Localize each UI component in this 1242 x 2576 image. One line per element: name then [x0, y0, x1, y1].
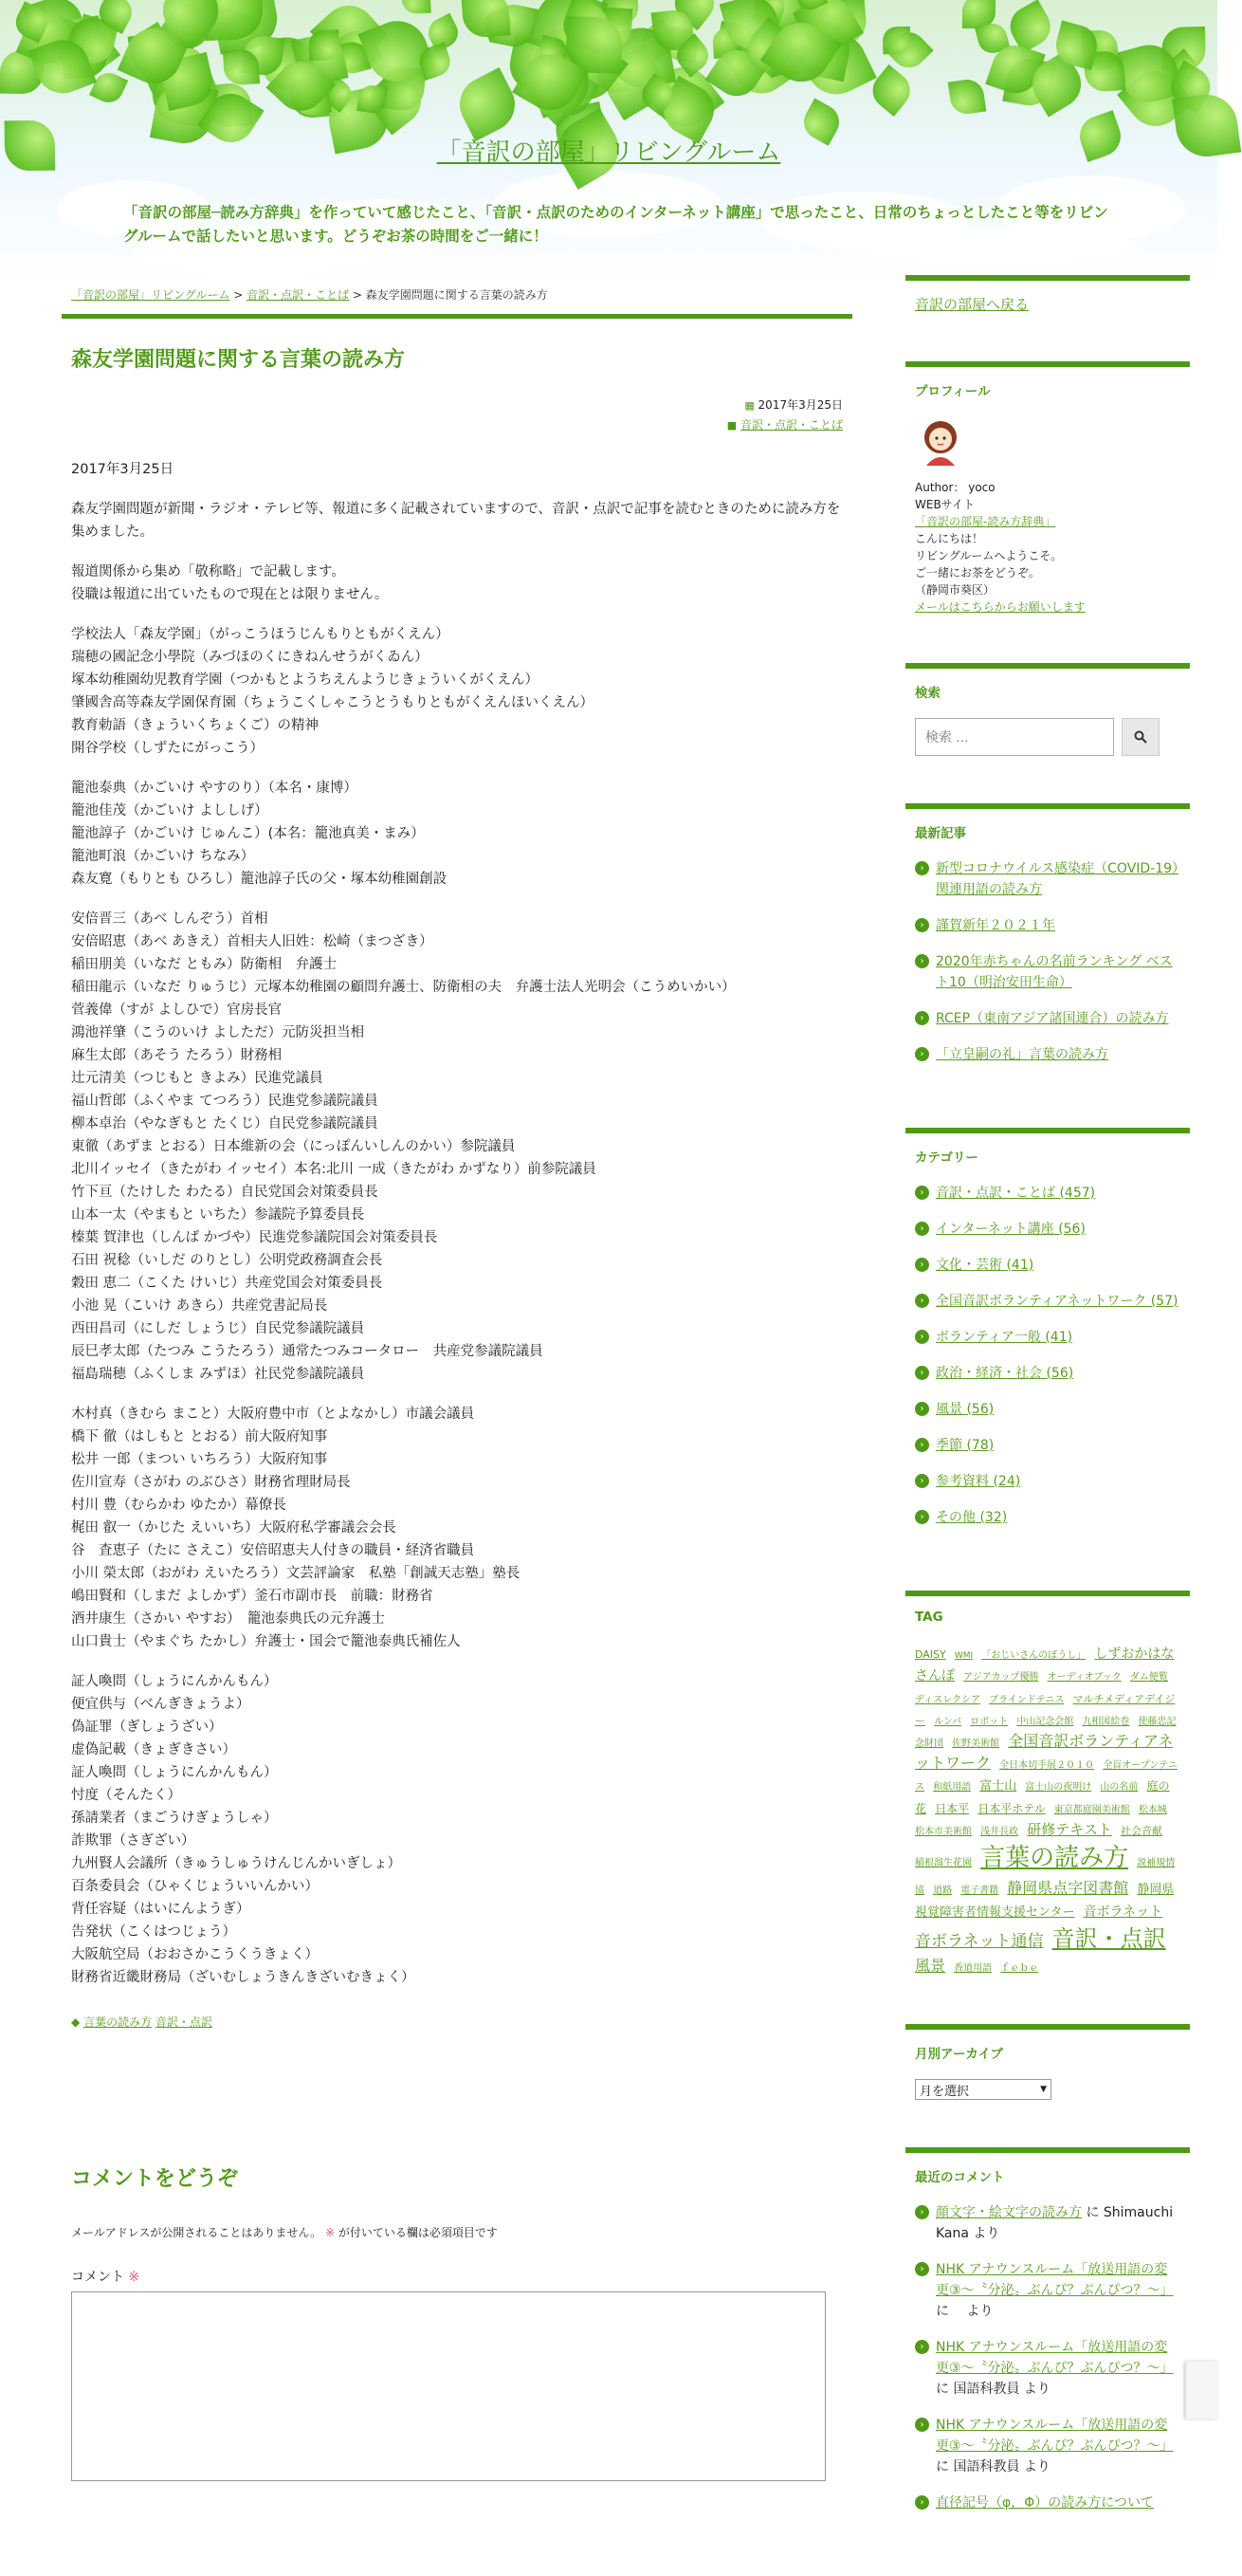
search-widget	[905, 663, 1190, 779]
post-paragraph	[71, 623, 843, 760]
profile-line: ご一緒にお茶をどうぞ。	[915, 566, 1040, 580]
post-line: 福山哲郎（ふくやま てつろう）民進党参議院議員	[71, 1094, 378, 1109]
search-input[interactable]	[915, 718, 1114, 756]
chevron-right-icon: ›	[915, 1330, 929, 1344]
tag-link[interactable]: 東京都庭園美術館	[1053, 1805, 1130, 1816]
widget-title: 最近のコメント	[915, 2170, 1005, 2186]
recent-comment-item	[915, 2415, 1180, 2477]
category-item-link[interactable]: 季節 (78)	[936, 1438, 995, 1453]
tag-link[interactable]: 日本平ホテル	[977, 1802, 1046, 1816]
leaf-shape	[947, 78, 986, 117]
post-paragraph	[71, 1403, 843, 1653]
recent-posts-widget	[905, 803, 1190, 1103]
post-line: 開谷学校（しずたにがっこう）	[71, 741, 264, 756]
post-line: 嶋田賢和（しまだ よしかず）釜石市副市長 前職：財務省	[71, 1589, 433, 1604]
profile-mail-link[interactable]: メールはこちらからお願いします	[915, 600, 1086, 614]
chevron-right-icon: ›	[915, 1258, 929, 1272]
post-line: 北川イッセイ（きたがわ イッセイ）本名:北川 一成（きたがわ かずなり）前参院議員	[71, 1162, 596, 1177]
post-line: 安倍昭恵（あべ あきえ）首相夫人旧姓：松崎（まつざき）	[71, 934, 433, 949]
profile-line: （静岡市葵区）	[915, 583, 995, 597]
category-item-link[interactable]: 文化・芸術 (41)	[936, 1258, 1034, 1273]
recent-post-item-link[interactable]: RCEP（東南アジア諸国連合）の読み方	[936, 1011, 1169, 1026]
post-line: 百条委員会（ひゃくじょういいんかい）	[71, 1879, 319, 1894]
tag-link[interactable]: 説補規情協	[915, 1858, 1176, 1896]
tag-link[interactable]: ブラインドテニス	[989, 1694, 1065, 1705]
post-line: 橋下 徹（はしもと とおる）前大阪府知事	[71, 1429, 328, 1444]
post-line: 籠池諄子（かごいけ じゅんこ）(本名：籠池真美・まみ）	[71, 826, 425, 841]
recent-comment-text: に 国語科教員 より	[936, 2459, 1050, 2475]
comment-label-text: コメント	[71, 2270, 124, 2285]
post-line: 孫請業者（まごうけぎょうしゃ）	[71, 1811, 278, 1826]
post-paragraph	[71, 1670, 843, 1989]
category-item-link[interactable]: 参考資料 (24)	[936, 1474, 1021, 1489]
categories-widget	[905, 1128, 1190, 1566]
post-line: 西田昌司（にしだ しょうじ）自民党参議院議員	[71, 1321, 365, 1336]
tag-link[interactable]: DAISY	[915, 1648, 946, 1661]
recent-comments-widget	[905, 2147, 1190, 2551]
comment-textarea[interactable]	[71, 2291, 826, 2481]
post-line: 酒井康生（さかい やすお） 籠池泰典氏の元弁護士	[71, 1611, 385, 1627]
search-icon	[1134, 730, 1147, 744]
chevron-right-icon: ›	[915, 1366, 929, 1380]
post-line: 証人喚問（しょうにんかんもん）	[71, 1765, 278, 1780]
post-body	[71, 458, 843, 1989]
tag-link[interactable]: 香道用語	[954, 1963, 993, 1975]
recent-post-item	[915, 915, 1180, 936]
chevron-right-icon: ›	[915, 1402, 929, 1416]
leaf-shape	[882, 27, 910, 55]
site-header	[0, 0, 1217, 285]
recent-post-item-link[interactable]: 謹賀新年２０２１年	[936, 918, 1055, 933]
post-line: 福島瑞穂（ふくしま みずほ）社民党参議院議員	[71, 1367, 365, 1382]
recent-comment-item-link[interactable]: NHK アナウンスルーム「放送用語の変更③～〝分泌〟ぶんぴ？ぶんぴつ？～」	[936, 2262, 1174, 2299]
tag-link[interactable]: 富士山の夜明け	[1025, 1782, 1092, 1794]
post-line: 便宜供与（べんぎきょうよ）	[71, 1697, 250, 1712]
tag-link[interactable]: WMI	[954, 1651, 974, 1661]
tag-link[interactable]: 佐野美術館	[952, 1738, 1000, 1749]
chevron-right-icon: ›	[915, 1186, 929, 1200]
comment-note	[71, 2224, 843, 2240]
tag-link[interactable]: 全日本切手展２０１０	[999, 1760, 1095, 1772]
post-line: 虚偽記載（きょぎきさい）	[71, 1742, 236, 1757]
tag-link[interactable]: 使藤忠記念財団	[915, 1716, 1177, 1749]
archive-widget	[905, 2024, 1190, 2123]
profile-author: Author： yoco	[915, 481, 995, 494]
tag-link[interactable]: 中山記念会館	[1016, 1716, 1074, 1727]
category-item	[915, 1219, 1180, 1240]
post-line: 小池 晃（こいけ あきら）共産党書記局長	[71, 1298, 328, 1314]
site-title-link[interactable]: 「音訳の部屋」リビングルーム	[436, 138, 781, 167]
tag-link[interactable]: 日本平	[935, 1802, 970, 1816]
post-line: 偽証罪（ぎしょうざい）	[71, 1720, 223, 1735]
chevron-right-icon: ›	[915, 2205, 929, 2219]
chevron-right-icon: ›	[915, 1474, 929, 1488]
tag-link[interactable]: ｆｅｂｅ	[1000, 1963, 1039, 1975]
post-line: 森友寛（もりとも ひろし）籠池諄子氏の父・塚本幼稚園創設	[71, 872, 447, 887]
category-item-link[interactable]: 風景 (56)	[936, 1402, 995, 1417]
post-tag-link[interactable]: 音訳・点訳	[155, 2015, 212, 2029]
recent-comment-text: に Shimauchi Kana より	[936, 2205, 1174, 2242]
post-line: 2017年3月25日	[71, 462, 174, 477]
category-item	[915, 1435, 1180, 1456]
post-meta	[71, 396, 843, 435]
widget-title: 検索	[915, 686, 941, 701]
post-line: 梶田 叡一（かじた えいいち）大阪府私学審議会会長	[71, 1520, 396, 1536]
sidebar	[905, 275, 1190, 2576]
breadcrumb-category[interactable]: 音訳・点訳・ことば	[247, 288, 350, 302]
post-line: 穀田 恵二（こくた けいじ）共産党国会対策委員長	[71, 1276, 383, 1291]
breadcrumb-home[interactable]: 「音訳の部屋」リビングルーム	[71, 288, 230, 302]
post-category	[71, 415, 843, 435]
required-mark: ※	[128, 2270, 140, 2285]
post-line: 榛葉 賀津也（しんば かづや）民進党参議院国会対策委員長	[71, 1230, 438, 1245]
main-content	[62, 275, 852, 2481]
archive-select-value: 月を選択	[920, 2084, 970, 2099]
recent-comment-item-link[interactable]: NHK アナウンスルーム「放送用語の変更③～〝分泌〟ぶんぴ？ぶんぴつ？～」	[936, 2340, 1174, 2377]
post-line: 東徹（あずま とおる）日本維新の会（にっぽんいしんのかい）参院議員	[71, 1139, 516, 1154]
search-button[interactable]	[1122, 718, 1160, 756]
comment-note-text: が付いている欄は必須項目です	[335, 2226, 498, 2239]
calendar-icon: ▦	[744, 399, 755, 412]
post-line: 山本一太（やまもと いちた）参議院予算委員長	[71, 1207, 365, 1223]
back-to-room-link[interactable]: 音訳の部屋へ戻る	[915, 296, 1030, 313]
recent-posts-list	[915, 858, 1180, 1065]
category-item	[915, 1471, 1180, 1492]
tag-link[interactable]: しずおかはなさんぽ	[915, 1647, 1175, 1684]
post-title: 森友学園問題に関する言葉の読み方	[71, 348, 406, 372]
post-paragraph	[71, 561, 843, 606]
recent-comment-item-link[interactable]: 顔文字・絵文字の読み方	[936, 2205, 1082, 2221]
post-line: 学校法人「森友学園」（がっこうほうじんもりともがくえん）	[71, 627, 449, 642]
tag-link[interactable]: 風景	[915, 1957, 946, 1976]
post-line: 麻生太郎（あそう たろう）財務相	[71, 1048, 283, 1063]
category-item-link[interactable]: その他 (32)	[936, 1510, 1008, 1525]
post-line: 告発状（こくはつじょう）	[71, 1924, 236, 1940]
breadcrumb	[62, 275, 852, 319]
chevron-right-icon: ›	[915, 2495, 929, 2510]
chevron-right-icon: ›	[915, 954, 929, 968]
tag-link[interactable]: 全国音訳ボランティアネットワーク	[915, 1731, 1174, 1773]
comment-heading: コメントをどうぞ	[71, 2167, 239, 2191]
post-line: 石田 祝稔（いしだ のりとし）公明党政務調査会長	[71, 1253, 383, 1268]
recent-comment-item	[915, 2202, 1180, 2244]
chevron-right-icon: ›	[915, 2262, 929, 2276]
post-category-link[interactable]: 音訳・点訳・ことば	[740, 418, 843, 432]
tag-link[interactable]: 社会音献	[1120, 1825, 1162, 1838]
chevron-right-icon: ›	[915, 1294, 929, 1308]
profile-web-label: WEBサイト	[915, 498, 975, 511]
tag-cloud	[915, 1642, 1180, 1977]
tag-link[interactable]: 静岡県点字図書館	[1007, 1878, 1129, 1897]
tag-icon: ◆	[71, 2015, 81, 2029]
chevron-right-icon: ›	[915, 1510, 929, 1524]
tag-link[interactable]: 山の名前	[1100, 1782, 1139, 1794]
category-item-link[interactable]: 全国音訳ボランティアネットワーク (57)	[936, 1294, 1178, 1309]
recent-comments-list	[915, 2202, 1180, 2513]
post-line: 森友学園問題が新聞・ラジオ・テレビ等、報道に多く記載されていますので、音訳・点訳で記事を読むときのために読み方を集めました。	[71, 502, 841, 540]
tag-link[interactable]: 富士山	[979, 1779, 1017, 1794]
chevron-right-icon: ›	[915, 2418, 929, 2432]
post-line: 松井 一郎（まつい いちろう）大阪府知事	[71, 1452, 328, 1467]
post-line: 背任容疑（はいにんようぎ）	[71, 1902, 250, 1917]
post-line: 稲田朋美（いなだ ともみ）防衛相 弁護士	[71, 957, 338, 972]
post-line: 教育勅語（きょういくちょくご）の精神	[71, 718, 319, 733]
profile-text	[915, 479, 1180, 616]
breadcrumb-current: 森友学園問題に関する言葉の読み方	[365, 288, 548, 302]
chevron-down-icon: ▼	[1040, 2085, 1047, 2095]
recaptcha-badge[interactable]	[1185, 2362, 1217, 2419]
tag-link[interactable]: 音ボラネット通信	[915, 1931, 1044, 1951]
chevron-right-icon: ›	[915, 2340, 929, 2354]
tag-link[interactable]: 音ボラネット	[1083, 1904, 1163, 1920]
tagcloud-widget	[905, 1591, 1190, 1999]
chevron-right-icon: ›	[915, 1011, 929, 1025]
recent-post-item	[915, 951, 1180, 993]
post-tag-link[interactable]: 言葉の読み方	[83, 2015, 153, 2029]
widget-title: プロフィール	[915, 384, 991, 399]
comment-note-text: メールアドレスが公開されることはありません。	[71, 2226, 322, 2239]
recent-post-item	[915, 1044, 1180, 1065]
tag-link[interactable]: ルンバ	[934, 1716, 962, 1727]
archive-select[interactable]	[915, 2079, 1051, 2100]
tag-link[interactable]: 静岡県視覚障害者情報支援センター	[915, 1882, 1175, 1920]
recent-comment-item	[915, 2337, 1180, 2400]
post-tags	[71, 2014, 843, 2030]
profile-web-link[interactable]: 「音訳の部屋-読み方辞典」	[915, 515, 1056, 528]
post-line: 佐川宣寿（さがわ のぶひさ）財務省理財局長	[71, 1475, 351, 1490]
leaf-shape	[461, 0, 510, 38]
recent-comment-text: に より	[936, 2304, 994, 2320]
post-paragraph	[71, 777, 843, 891]
tag-link[interactable]: 言葉の読み方	[980, 1844, 1129, 1873]
avatar	[915, 416, 966, 468]
tag-link[interactable]: ロボット	[970, 1716, 1009, 1727]
category-item	[915, 1183, 1180, 1204]
recent-comment-text: に 国語科教員 より	[936, 2382, 1050, 2398]
breadcrumb-sep: >	[229, 288, 247, 302]
back-link-widget	[905, 275, 1190, 337]
category-item-link[interactable]: ボランティア一般 (41)	[936, 1330, 1073, 1345]
site-title	[0, 133, 1217, 168]
post-line: 大阪航空局（おおさかこうくうきょく）	[71, 1947, 319, 1962]
tag-link[interactable]: 「おじいさんのぼうし」	[981, 1650, 1087, 1661]
site-description: 「音訳の部屋─読み方辞典」を作っていて感じたこと、「音訳・点訳のためのインターネット講座」で思ったこと、日常のちょっとしたこと等をリビングルームで話したいと思います。どうぞお茶の時間をご一緒に！	[123, 204, 1108, 245]
post-line: 九州賢人会議所（きゅうしゅうけんじんかいぎしょ）	[71, 1856, 401, 1871]
tag-link[interactable]: 庭の花	[915, 1779, 1170, 1816]
post-line: 忖度（そんたく）	[71, 1788, 181, 1803]
post-line: 木村真（きむら まこと）大阪府豊中市（とよなかし）市議会議員	[71, 1407, 475, 1422]
profile-line: こんにちは！	[915, 532, 984, 545]
widget-title: 月別アーカイブ	[915, 2047, 1004, 2063]
tag-link[interactable]: 松本城	[1138, 1805, 1167, 1816]
post-line: 肇國舎高等森友学園保育園（ちょうこくしゃこうとうもりともがくえんほいくえん）	[71, 695, 594, 710]
category-item	[915, 1291, 1180, 1312]
post-line: 辻元清美（つじもと きよみ）民進党議員	[71, 1071, 323, 1086]
post-line: 安倍晋三（あべ しんぞう）首相	[71, 911, 268, 927]
tag-link[interactable]: オーディオブック	[1047, 1672, 1122, 1684]
category-item	[915, 1363, 1180, 1384]
category-item	[915, 1327, 1180, 1348]
leaf-shape	[402, 0, 432, 14]
recent-comment-item-link[interactable]: NHK アナウンスルーム「放送用語の変更③～〝分泌〟ぶんぴ？ぶんぴつ？～」	[936, 2418, 1174, 2455]
post-line: 財務省近畿財務局（ざいむしょうきんきざいむきょく）	[71, 1970, 415, 1985]
post-paragraph	[71, 498, 843, 543]
post-paragraph	[71, 908, 843, 1386]
recent-post-item	[915, 858, 1180, 900]
recent-comment-item	[915, 2493, 1180, 2513]
category-item	[915, 1399, 1180, 1420]
post-line: 籠池佳茂（かごいけ よししげ）	[71, 803, 268, 819]
post-line: 報道関係から集め「敬称略」で記載します。	[71, 564, 345, 580]
recent-comment-item	[915, 2259, 1180, 2322]
tag-link[interactable]: 研修テキスト	[1027, 1821, 1112, 1839]
post-line: 柳本卓治（やなぎもと たくじ）自民党参議院議員	[71, 1116, 378, 1132]
widget-title: TAG	[915, 1610, 943, 1625]
tag-link[interactable]: 稲根溜生花園	[915, 1858, 972, 1869]
breadcrumb-sep: >	[349, 288, 366, 302]
post-line: 竹下亘（たけした わたる）自民党国会対策委員長	[71, 1185, 378, 1200]
tag-link[interactable]: 道路	[933, 1885, 953, 1896]
folder-icon: ■	[726, 419, 738, 432]
chevron-right-icon: ›	[915, 918, 929, 932]
post-line: 村川 豊（むらかわ ゆたか）幕僚長	[71, 1498, 286, 1513]
post-line: 役職は報道に出ていたもので現在とは限りません。	[71, 587, 389, 602]
tag-link[interactable]: 九相図絵巻	[1082, 1716, 1130, 1727]
category-item	[915, 1507, 1180, 1528]
post-date	[71, 396, 843, 415]
profile-line: リビングルームへようこそ。	[915, 549, 1063, 562]
category-item-link[interactable]: 音訳・点訳・ことば (457)	[936, 1186, 1096, 1201]
chevron-right-icon: ›	[915, 1438, 929, 1452]
profile-widget	[905, 361, 1190, 638]
post-paragraph	[71, 458, 843, 481]
category-item	[915, 1255, 1180, 1276]
tag-link[interactable]: ダム便覧	[1129, 1672, 1168, 1684]
post-line: 籠池泰典（かごいけ やすのり）（本名・康博）	[71, 781, 357, 796]
widget-title: カテゴリー	[915, 1150, 978, 1166]
recent-post-item-link[interactable]: 2020年赤ちゃんの名前ランキング ベスト10（明治安田生命）	[936, 954, 1173, 990]
category-item-link[interactable]: 政治・経済・社会 (56)	[936, 1366, 1074, 1381]
recent-post-item	[915, 1008, 1180, 1029]
chevron-right-icon: ›	[915, 1222, 929, 1236]
category-item-link[interactable]: インターネット講座 (56)	[936, 1222, 1086, 1237]
tag-link[interactable]: ディスレクシア	[915, 1694, 980, 1705]
post-date-text: 2017年3月25日	[758, 398, 843, 412]
post-line: 詐欺罪（さぎざい）	[71, 1833, 195, 1849]
search-form	[915, 718, 1180, 756]
post	[62, 343, 852, 2481]
tag-link[interactable]: マルチメディアデイジー	[915, 1692, 1176, 1727]
categories-list	[915, 1183, 1180, 1528]
widget-title: 最新記事	[915, 826, 966, 841]
comment-label	[71, 2267, 843, 2286]
recent-comment-item-link[interactable]: 直径記号（φ，Φ）の読み方について	[936, 2495, 1154, 2512]
tag-link[interactable]: 全盲オープンテニス	[915, 1760, 1178, 1794]
post-line: 菅義偉（すが よしひで）官房長官	[71, 1003, 283, 1018]
recent-post-item-link[interactable]: 「立皇嗣の礼」言葉の読み方	[936, 1047, 1108, 1062]
tag-link[interactable]: 松本市美術館	[915, 1827, 972, 1838]
tag-link[interactable]: アジアカップ優勝	[963, 1672, 1039, 1684]
chevron-right-icon: ›	[915, 861, 929, 875]
post-line: 塚本幼稚園幼児教育学園（つかもとようちえんようじきょういくがくえん）	[71, 672, 539, 688]
post-line: 瑞穂の國記念小學院（みづほのくにきねんせうがくゐん）	[71, 650, 429, 665]
tag-link[interactable]: 浅井長政	[980, 1827, 1019, 1838]
post-line: 辰巳孝太郎（たつみ こうたろう）通常たつみコータロー 共産党参議院議員	[71, 1344, 543, 1359]
tag-link[interactable]: 和紙用語	[933, 1782, 972, 1794]
post-line: 稲田龍示（いなだ りゅうじ）元塚本幼稚園の顧問弁護士、防衛相の夫 弁護士法人光明会（こうめいかい）	[71, 980, 736, 995]
post-line: 小川 榮太郎（おがわ えいたろう）文芸評論家 私塾「創誠天志塾」塾長	[71, 1566, 521, 1581]
chevron-right-icon: ›	[915, 1047, 929, 1061]
post-line: 証人喚問（しょうにんかんもん）	[71, 1674, 278, 1689]
tag-link[interactable]: 電子書籍	[960, 1885, 999, 1896]
post-line: 山口貴士（やまぐち たかし）弁護士・国会で籠池泰典氏補佐人	[71, 1634, 461, 1649]
post-line: 籠池町浪（かごいけ ちなみ）	[71, 849, 255, 864]
tag-link[interactable]: 音訳・点訳	[1051, 1924, 1166, 1952]
post-line: 鴻池祥肇（こうのいけ よしただ）元防災担当相	[71, 1025, 365, 1040]
recent-post-item-link[interactable]: 新型コロナウイルス感染症（COVID-19）関連用語の読み方	[936, 861, 1179, 897]
required-mark: ※	[324, 2226, 336, 2239]
post-line: 谷 査恵子（たに さえこ）安倍昭恵夫人付きの職員・経済省職員	[71, 1543, 475, 1558]
